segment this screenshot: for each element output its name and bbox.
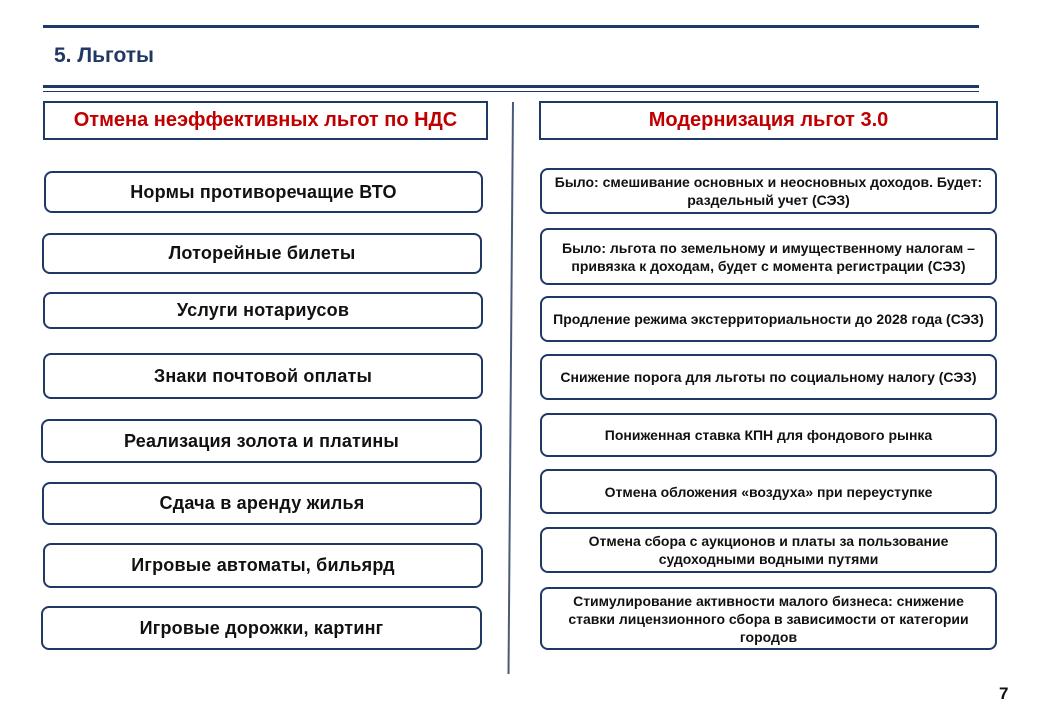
right-item-stock-market: Пониженная ставка КПН для фондового рынка: [540, 413, 997, 457]
left-item-slots: Игровые автоматы, бильярд: [43, 543, 483, 588]
page-title: 5. Льготы: [54, 44, 154, 67]
column-divider: [508, 102, 514, 674]
left-item-rent: Сдача в аренду жилья: [42, 482, 482, 525]
left-item-wto: Нормы противоречащие ВТО: [44, 171, 483, 213]
top-rule: [43, 25, 979, 28]
right-item-auction-fee: Отмена сбора с аукционов и платы за пользование судоходными водными путями: [540, 527, 997, 573]
left-item-gold: Реализация золота и платины: [41, 419, 482, 463]
title-underline: [43, 85, 979, 88]
left-item-postage: Знаки почтовой оплаты: [43, 353, 483, 399]
right-item-extraterritoriality: Продление режима экстерриториальности до 2028 года (СЭЗ): [540, 296, 997, 342]
page-number: 7: [999, 684, 1009, 703]
right-item-social-tax: Снижение порога для льготы по социальному налогу (СЭЗ): [540, 354, 997, 400]
right-item-small-business: Стимулирование активности малого бизнеса: снижение ставки лицензионного сбора в зависимости от категории городов: [540, 587, 997, 650]
left-item-karting: Игровые дорожки, картинг: [41, 606, 482, 650]
right-column-header: Модернизация льгот 3.0: [539, 101, 998, 140]
left-item-lottery: Лоторейные билеты: [42, 233, 482, 274]
left-column-header: Отмена неэффективных льгот по НДС: [43, 101, 488, 140]
right-item-air-taxation: Отмена обложения «воздуха» при переуступке: [540, 469, 997, 514]
title-underline-thin: [43, 91, 979, 92]
left-item-notary: Услуги нотариусов: [43, 292, 483, 329]
right-item-land-tax: Было: льгота по земельному и имущественному налогам – привязка к доходам, будет с момента регистрации (СЭЗ): [540, 228, 997, 285]
right-item-separate-accounting: Было: смешивание основных и неосновных доходов. Будет: раздельный учет (СЭЗ): [540, 168, 997, 214]
